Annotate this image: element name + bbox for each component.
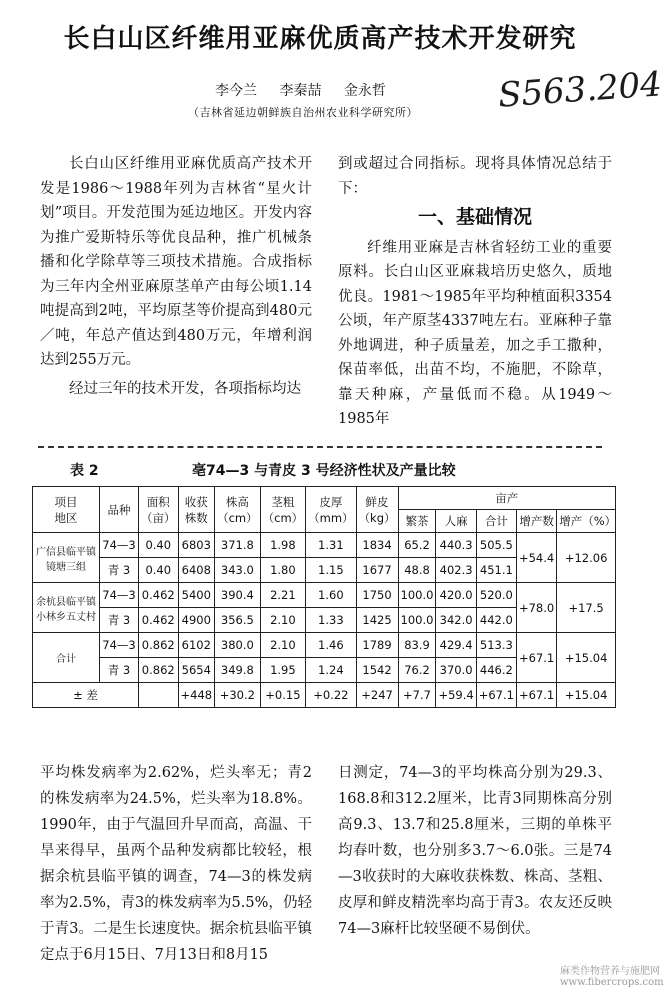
- paragraph: 长白山区纤维用亚麻优质高产技术开发是1986～1988年列为吉林省“星火计划”项目。开发范围为延边地区。开发内容为推广爱斯特乐等优良品种，推广机械条播和化学除草等三项技术措施。合成指标为三年内全州亚麻原茎单产由每公顷1.14吨提高到2吨，平均原茎等价提高到480元／吨，年总产值达到480万元，年增利润达到255万元。: [40, 156, 312, 368]
- divider: [38, 446, 602, 448]
- region-cell: 余杭县临平镇小林乡五丈村: [33, 583, 100, 633]
- table-cell: +54.4: [516, 533, 556, 583]
- table-cell: +17.5: [557, 583, 616, 633]
- table-cell: +0.22: [306, 683, 356, 708]
- header-cell: 茎粗 （cm）: [260, 487, 306, 533]
- data-table: [32, 486, 616, 708]
- author-list: [215, 80, 404, 100]
- table-cell: 343.0: [215, 558, 261, 583]
- table-cell: 1750: [356, 583, 398, 608]
- right-column-bottom: [338, 760, 612, 942]
- table-cell: 371.8: [215, 533, 261, 558]
- table-cell: +67.1: [516, 683, 556, 708]
- watermark: 麻类作物营养与施肥网 www.fibercrops.com: [560, 966, 664, 988]
- table-cell: 1.31: [306, 533, 356, 558]
- header-cell: 面积 （亩）: [139, 487, 179, 533]
- table-header-row: [33, 487, 616, 510]
- table-cell: 370.0: [436, 658, 476, 683]
- table-cell: +67.1: [476, 683, 516, 708]
- table-cell: 0.40: [139, 533, 179, 558]
- header-cell: 繁茶: [398, 510, 436, 533]
- handwritten-call-number: S563.204: [496, 64, 664, 116]
- table-row: [33, 633, 616, 658]
- table-cell: 6803: [178, 533, 215, 558]
- table-cell: 5654: [178, 658, 215, 683]
- table-cell: 429.4: [436, 633, 476, 658]
- table-cell: 1.98: [260, 533, 306, 558]
- table-cell: 1.24: [306, 658, 356, 683]
- table-cell: 1.46: [306, 633, 356, 658]
- variety-cell: 青 3: [100, 558, 139, 583]
- table-cell: 402.3: [436, 558, 476, 583]
- table-cell: 1.33: [306, 608, 356, 633]
- table-cell: 420.0: [436, 583, 476, 608]
- table-cell: +247: [356, 683, 398, 708]
- author-name: 李今兰: [215, 83, 257, 99]
- header-cell: 亩产: [398, 487, 615, 510]
- table-cell: 83.9: [398, 633, 436, 658]
- variety-cell: 74—3: [100, 583, 139, 608]
- right-column: [338, 152, 612, 432]
- region-cell: 合计: [33, 633, 100, 683]
- table-cell: [139, 683, 179, 708]
- table-cell: +15.04: [557, 633, 616, 683]
- table-cell: 100.0: [398, 583, 436, 608]
- section-heading: 一、基础情况: [417, 206, 532, 228]
- table-caption: 亳74—3 与青皮 3 号经济性状及产量比较: [192, 463, 456, 479]
- table-cell: +15.04: [557, 683, 616, 708]
- table-cell: 380.0: [215, 633, 261, 658]
- table-row: [33, 583, 616, 608]
- table-cell: 100.0: [398, 608, 436, 633]
- header-cell: 皮厚 （mm）: [306, 487, 356, 533]
- table-cell: 356.5: [215, 608, 261, 633]
- table-cell: 0.862: [139, 658, 179, 683]
- diff-label-cell: ± 差: [33, 683, 139, 708]
- table-cell: 513.3: [476, 633, 516, 658]
- header-cell: 人麻: [436, 510, 476, 533]
- table-cell: 2.10: [260, 608, 306, 633]
- paragraph: 经过三年的技术开发，各项指标均达: [69, 380, 301, 397]
- left-column: [40, 152, 312, 401]
- header-cell: 项目 地区: [33, 487, 100, 533]
- header-cell: 品种: [100, 487, 139, 533]
- table-cell: 6102: [178, 633, 215, 658]
- table-cell: +7.7: [398, 683, 436, 708]
- table-cell: 0.462: [139, 583, 179, 608]
- table-cell: 1.15: [306, 558, 356, 583]
- table-cell: 2.10: [260, 633, 306, 658]
- table-cell: 1834: [356, 533, 398, 558]
- author-name: 金永哲: [343, 83, 386, 99]
- table-cell: 1.95: [260, 658, 306, 683]
- table-cell: 446.2: [476, 658, 516, 683]
- table-cell: 1.60: [306, 583, 356, 608]
- author-name: 李秦喆: [279, 83, 322, 99]
- variety-cell: 74—3: [100, 633, 139, 658]
- table-cell: +59.4: [436, 683, 476, 708]
- table-cell: +448: [178, 683, 215, 708]
- table-cell: +12.06: [557, 533, 616, 583]
- table-cell: 2.21: [260, 583, 306, 608]
- header-cell: 增产（%）: [557, 510, 616, 533]
- table-cell: 440.3: [436, 533, 476, 558]
- header-cell: 收获 株数: [178, 487, 215, 533]
- table-cell: 0.462: [139, 608, 179, 633]
- table-row: [33, 683, 616, 708]
- header-cell: 合计: [476, 510, 516, 533]
- header-cell: 鲜皮 （kg）: [356, 487, 398, 533]
- affiliation: （吉林省延边朝鲜族自治州农业科学研究所）: [188, 106, 418, 119]
- table-cell: 48.8: [398, 558, 436, 583]
- table-cell: +0.15: [260, 683, 306, 708]
- variety-cell: 青 3: [100, 658, 139, 683]
- table-cell: 76.2: [398, 658, 436, 683]
- table-cell: +30.2: [215, 683, 261, 708]
- table-cell: +78.0: [516, 583, 556, 633]
- header-cell: 增产数: [516, 510, 556, 533]
- paragraph: 平均株发病率为2.62%，烂头率无；青2的株发病率为24.5%，烂头率为18.8%。1990年，由于气温回升早而高，高温、干旱来得早，虽两个品种发病都比较轻，根据余杭县临平镇的调查，74—3的株发病率为2.5%，青3的株发病率为5.5%，仍轻于青3。二是生长速度快。据余杭县临平镇定点于6月15日、7月13日和8月15: [40, 765, 312, 963]
- left-column-bottom: [40, 760, 312, 968]
- table-cell: 451.1: [476, 558, 516, 583]
- table-cell: 5400: [178, 583, 215, 608]
- table-cell: 520.0: [476, 583, 516, 608]
- table-cell: 1425: [356, 608, 398, 633]
- table-cell: 65.2: [398, 533, 436, 558]
- paragraph: 到或超过合同指标。现将具体情况总结于下：: [338, 156, 612, 197]
- table-cell: 1.80: [260, 558, 306, 583]
- table-row: [33, 533, 616, 558]
- table-cell: 342.0: [436, 608, 476, 633]
- header-cell: 株高 （cm）: [215, 487, 261, 533]
- variety-cell: 74—3: [100, 533, 139, 558]
- variety-cell: 青 3: [100, 608, 139, 633]
- table-cell: +67.1: [516, 633, 556, 683]
- table-label: 表 2: [70, 463, 99, 479]
- table-cell: 1677: [356, 558, 398, 583]
- table-cell: 390.4: [215, 583, 261, 608]
- table-cell: 1542: [356, 658, 398, 683]
- paragraph: 纤维用亚麻是吉林省轻纺工业的重要原料。长白山区亚麻栽培历史悠久，质地优良。1981～1985年平均种植面积3354公顷，年产原茎4337吨左右。亚麻种子靠外地调进，种子质量差，加之手工撒种，保苗率低，出苗不均，不施肥，不除草，靠天种麻，产量低而不稳。从1949～1985年: [338, 239, 612, 427]
- table-cell: 0.862: [139, 633, 179, 658]
- paragraph: 日测定，74—3的平均株高分别为29.3、168.8和312.2厘米，比青3同期株高分别高9.3、13.7和25.8厘米，三期的单株平均春叶数，也分别多3.7～6.0张。三是74—3收获时的大麻收获株数、株高、茎粗、皮厚和鲜皮精洗率均高于青3。农友还反映74—3麻杆比较坚硬不易倒伏。: [338, 765, 612, 937]
- table-cell: 1789: [356, 633, 398, 658]
- table-cell: 0.40: [139, 558, 179, 583]
- table-cell: 6408: [178, 558, 215, 583]
- table-cell: 349.8: [215, 658, 261, 683]
- table-cell: 442.0: [476, 608, 516, 633]
- article-title: 长白山区纤维用亚麻优质高产技术开发研究: [63, 24, 577, 54]
- table-cell: 4900: [178, 608, 215, 633]
- table-cell: 505.5: [476, 533, 516, 558]
- region-cell: 广信县临平镇镜塘三组: [33, 533, 100, 583]
